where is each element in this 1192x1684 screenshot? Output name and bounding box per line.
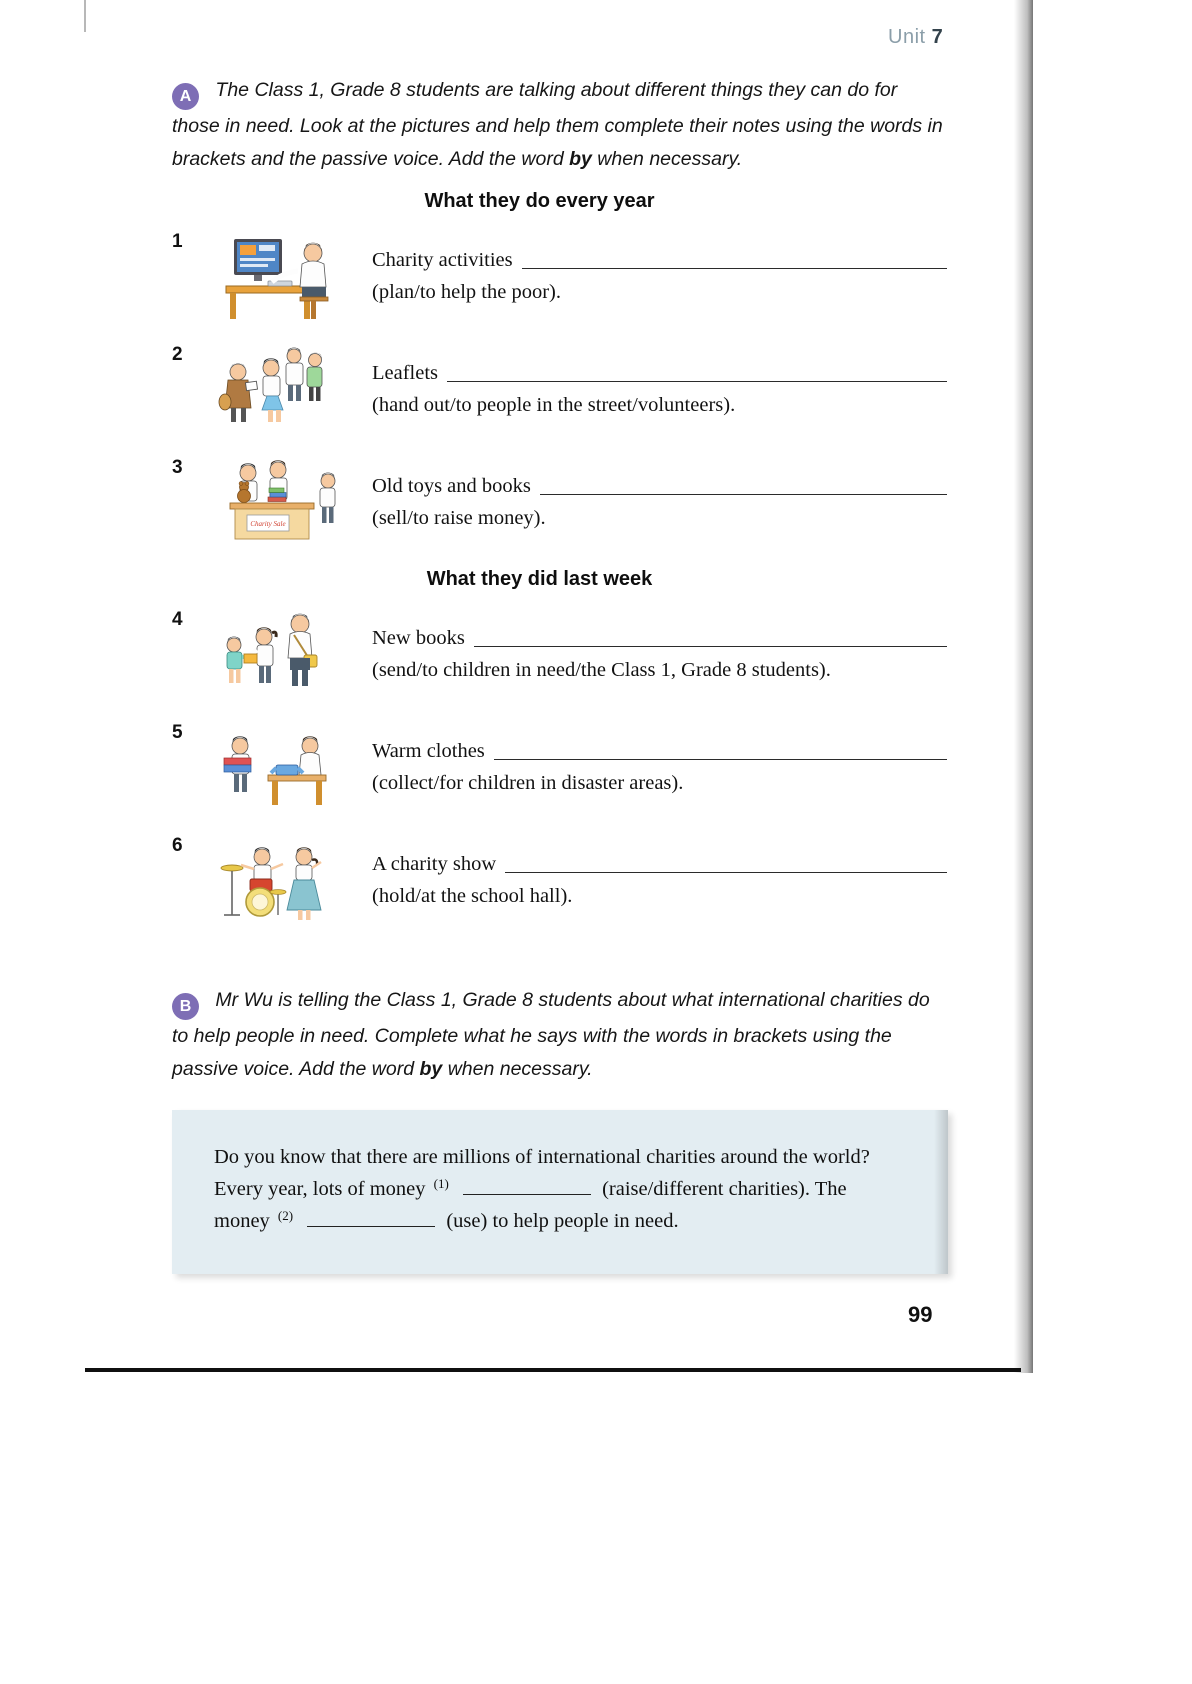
item-hint: (collect/for children in disaster areas). xyxy=(372,772,684,794)
exercise-item-4 xyxy=(172,607,947,706)
exercise-b-instructions-bold-word: by xyxy=(419,1058,443,1080)
exercise-a-badge: A xyxy=(172,83,199,110)
answer-blank-3 xyxy=(540,494,947,495)
section-heading-last-week: What they did last week xyxy=(426,568,653,590)
answer-blank-4 xyxy=(474,646,947,647)
item-prompt: Charity activities xyxy=(372,249,513,271)
item-text xyxy=(372,455,947,554)
charity-sale-illustration xyxy=(216,455,372,554)
item-number: 5 xyxy=(172,722,183,743)
exercise-b xyxy=(172,984,947,1274)
exercise-b-instructions-text: Mr Wu is telling the Class 1, Grade 8 students about what international charities do to help people in need. Complete what he says with the words in brackets using the passive voice. Add the word xyxy=(172,989,930,1080)
exercise-b-instructions-text-end: when necessary. xyxy=(447,1058,593,1080)
item-text xyxy=(372,720,947,819)
item-number: 2 xyxy=(172,344,183,365)
exercise-item-3 xyxy=(172,455,947,554)
answer-blank-5 xyxy=(494,759,947,760)
item-number: 3 xyxy=(172,457,183,478)
item-hint: (hold/at the school hall). xyxy=(372,885,573,907)
collecting-clothes-illustration xyxy=(216,720,372,819)
answer-blank-6 xyxy=(505,872,947,873)
exercise-item-6 xyxy=(172,833,947,932)
item-prompt: A charity show xyxy=(372,853,497,875)
exercise-b-badge: B xyxy=(172,993,199,1020)
item-hint: (hand out/to people in the street/volunteers). xyxy=(372,394,736,416)
section-heading-every-year: What they do every year xyxy=(424,190,655,212)
exercise-item-1 xyxy=(172,229,947,328)
item-number: 4 xyxy=(172,609,183,630)
page-content xyxy=(172,74,947,1274)
item-text xyxy=(372,833,947,932)
item-prompt: Warm clothes xyxy=(372,740,485,762)
item-text xyxy=(372,229,947,328)
item-prompt: Leaflets xyxy=(372,362,439,384)
passage-blank-2 xyxy=(307,1208,435,1227)
giving-books-illustration xyxy=(216,607,372,706)
passage-superscript-2: (2) xyxy=(277,1208,294,1223)
item-text xyxy=(372,607,947,706)
handing-out-leaflets-illustration xyxy=(216,342,372,441)
exercise-a-instructions-bold-word: by xyxy=(569,148,592,170)
page-number: 99 xyxy=(908,1302,933,1327)
item-hint: (sell/to raise money). xyxy=(372,507,546,529)
item-hint: (send/to children in need/the Class 1, Grade 8 students). xyxy=(372,659,831,681)
item-prompt: New books xyxy=(372,627,465,649)
unit-number: 7 xyxy=(931,26,944,48)
unit-label: Unit xyxy=(888,26,926,48)
passage-part-3: (use) to help people in need. xyxy=(446,1210,679,1232)
item-hint: (plan/to help the poor). xyxy=(372,281,562,303)
item-number: 1 xyxy=(172,231,183,252)
page-edge-left xyxy=(84,0,86,32)
exercise-b-passage-box xyxy=(172,1110,948,1274)
charity-show-band-illustration xyxy=(216,833,372,932)
unit-header xyxy=(888,26,943,49)
charity-sale-sign: Charity Sale xyxy=(250,520,286,528)
footer-rule xyxy=(85,1368,1021,1372)
passage-part-2: (raise/different charities). The money xyxy=(214,1177,847,1232)
exercise-a-instructions-text-end: when necessary. xyxy=(597,148,743,170)
passage-superscript-1: (1) xyxy=(433,1175,449,1191)
exercise-item-2 xyxy=(172,342,947,441)
page-spine-shadow xyxy=(1014,0,1033,1373)
answer-blank-2 xyxy=(447,381,947,382)
answer-blank-1 xyxy=(522,268,947,269)
item-text xyxy=(372,342,947,441)
item-prompt: Old toys and books xyxy=(372,475,531,497)
passage-part-1: Do you know that there are millions of international charities around the world? Every year, lots of money xyxy=(214,1146,870,1200)
item-number: 6 xyxy=(172,835,183,856)
passage-blank-1 xyxy=(463,1175,591,1194)
exercise-a-instructions xyxy=(172,74,947,176)
exercise-a-instructions-text: The Class 1, Grade 8 students are talking about different things they can do for those in need. Look at the pictures and help them complete their notes using the words in brackets and the passive voice. Add the word xyxy=(172,79,943,170)
exercise-b-instructions xyxy=(172,984,947,1086)
student-at-computer-illustration xyxy=(216,229,372,328)
exercise-item-5 xyxy=(172,720,947,819)
passage-text xyxy=(214,1142,878,1239)
